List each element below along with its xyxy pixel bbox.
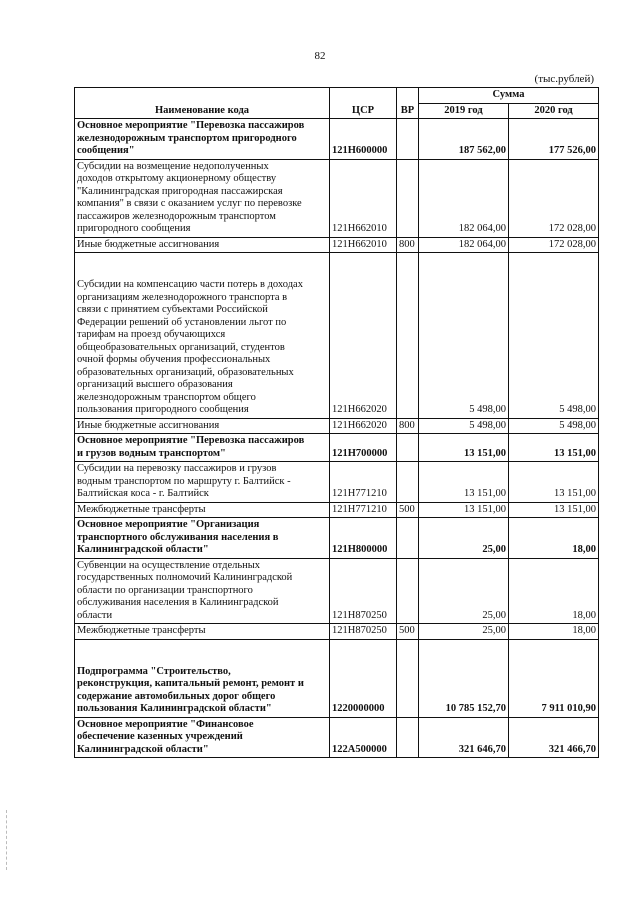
row-csr: 121Н600000 xyxy=(330,119,397,160)
row-2020: 18,00 xyxy=(509,624,599,640)
row-2019: 182 064,00 xyxy=(419,159,509,237)
row-2020: 13 151,00 xyxy=(509,434,599,462)
row-csr: 121Н870250 xyxy=(330,558,397,624)
row-2020: 172 028,00 xyxy=(509,237,599,253)
row-name xyxy=(75,253,330,419)
row-vr xyxy=(397,518,419,559)
row-name-line: очной формы обучения профессиональных xyxy=(77,354,271,365)
row-vr xyxy=(397,717,419,758)
row-2019: 5 498,00 xyxy=(419,418,509,434)
row-name-line: транспортного обслуживания населения в xyxy=(77,531,279,543)
row-name-line: пользования Калининградской области" xyxy=(77,703,272,714)
row-name-line: Калининградской области" xyxy=(77,544,209,555)
row-name-line: сообщения" xyxy=(77,145,135,156)
row-name xyxy=(75,518,330,559)
row-name-line xyxy=(77,641,327,654)
row-2019: 321 646,70 xyxy=(419,717,509,758)
row-name-line xyxy=(77,267,327,280)
row-csr: 121Н800000 xyxy=(330,518,397,559)
table-row xyxy=(75,518,599,559)
row-vr: 500 xyxy=(397,624,419,640)
row-name xyxy=(75,119,330,160)
header-name: Наименование кода xyxy=(75,88,330,119)
row-2019: 187 562,00 xyxy=(419,119,509,160)
table-row xyxy=(75,502,599,518)
row-name-line: Основное мероприятие "Перевозка пассажиров xyxy=(77,435,305,446)
header-csr: ЦСР xyxy=(330,88,397,119)
row-csr: 121Н870250 xyxy=(330,624,397,640)
table-row xyxy=(75,159,599,237)
row-vr xyxy=(397,119,419,160)
header-2020: 2020 год xyxy=(509,103,599,119)
row-name-line: организациям железнодорожного транспорта в xyxy=(77,291,288,303)
row-vr xyxy=(397,434,419,462)
row-csr: 121Н771210 xyxy=(330,462,397,503)
row-name xyxy=(75,237,330,253)
row-name xyxy=(75,639,330,717)
row-name-line: Межбюджетные трансферты xyxy=(77,503,206,515)
row-name-line: доходов открытому акционерному обществу xyxy=(77,173,277,184)
row-csr: 122А500000 xyxy=(330,717,397,758)
row-vr xyxy=(397,159,419,237)
row-name-line: компания" в связи с оказанием услуг по перевозке xyxy=(77,198,302,209)
row-2019: 25,00 xyxy=(419,624,509,640)
row-2019: 25,00 xyxy=(419,558,509,624)
row-name-line: Межбюджетные трансферты xyxy=(77,625,206,636)
table-row xyxy=(75,639,599,717)
row-name-line: Балтийская коса - г. Балтийск xyxy=(77,488,209,499)
row-name-line: Субсидии на перевозку пассажиров и грузов xyxy=(77,463,277,474)
row-vr: 500 xyxy=(397,502,419,518)
row-name-line: пассажиров железнодорожным транспортом xyxy=(77,210,276,222)
row-vr xyxy=(397,558,419,624)
row-name xyxy=(75,502,330,518)
row-2020: 5 498,00 xyxy=(509,418,599,434)
row-name-line: образовательных организаций, образовательных xyxy=(77,366,294,378)
row-name-line: Калининградской области" xyxy=(77,743,209,755)
row-2020: 321 466,70 xyxy=(509,717,599,758)
row-csr: 121Н662010 xyxy=(330,237,397,253)
row-2020: 13 151,00 xyxy=(509,502,599,518)
row-name-line: Федерации решений об установлении льгот по xyxy=(77,316,287,328)
row-name-line: содержание автомобильных дорог общего xyxy=(77,690,276,702)
row-name-line: Подпрограмма "Строительство, xyxy=(77,665,231,677)
row-name-line: связи с принятием субъектами Российской xyxy=(77,304,268,315)
row-2020: 18,00 xyxy=(509,518,599,559)
row-csr: 121Н771210 xyxy=(330,502,397,518)
row-2019: 13 151,00 xyxy=(419,462,509,503)
row-vr: 800 xyxy=(397,418,419,434)
row-csr: 121Н700000 xyxy=(330,434,397,462)
row-name-line: Субвенции на осуществление отдельных xyxy=(77,559,261,571)
row-csr: 1220000000 xyxy=(330,639,397,717)
row-2019: 5 498,00 xyxy=(419,253,509,419)
row-csr: 121Н662010 xyxy=(330,159,397,237)
row-name-line: Иные бюджетные ассигнования xyxy=(77,419,220,431)
row-name-line: тарифам на проезд обучающихся xyxy=(77,329,226,340)
row-name-line: Основное мероприятие "Организация xyxy=(77,519,260,530)
margin-marks xyxy=(6,810,9,870)
row-name-line: общеобразовательных организаций, студентов xyxy=(77,341,285,353)
budget-table xyxy=(74,87,599,758)
row-name-line: Иные бюджетные ассигнования xyxy=(77,238,220,250)
row-name xyxy=(75,624,330,640)
row-2019: 10 785 152,70 xyxy=(419,639,509,717)
row-vr xyxy=(397,253,419,419)
row-name xyxy=(75,717,330,758)
row-name-line: железнодорожным транспортом пригородного xyxy=(77,132,297,144)
row-name-line: пользования пригородного сообщения xyxy=(77,404,249,415)
row-name xyxy=(75,159,330,237)
row-2020: 5 498,00 xyxy=(509,253,599,419)
row-2019: 13 151,00 xyxy=(419,502,509,518)
row-name-line: обеспечение казенных учреждений xyxy=(77,731,243,742)
row-name xyxy=(75,462,330,503)
row-name-line: организаций высшего образования xyxy=(77,379,233,390)
row-vr: 800 xyxy=(397,237,419,253)
row-name-line xyxy=(77,254,327,267)
row-name-line: обслуживания населения в Калининградской xyxy=(77,597,279,608)
row-name-line: Основное мероприятие "Финансовое xyxy=(77,718,254,730)
row-2020: 13 151,00 xyxy=(509,462,599,503)
table-row xyxy=(75,434,599,462)
row-name-line: и грузов водным транспортом" xyxy=(77,447,226,459)
row-name-line: Субсидии на возмещение недополученных xyxy=(77,160,269,172)
row-name-line xyxy=(77,653,327,666)
row-2020: 18,00 xyxy=(509,558,599,624)
row-name-line: Субсидии на компенсацию части потерь в доходах xyxy=(77,279,303,290)
page-number: 82 xyxy=(314,50,326,62)
row-vr xyxy=(397,639,419,717)
row-2019: 25,00 xyxy=(419,518,509,559)
table-row xyxy=(75,558,599,624)
row-name-line: "Калининградская пригородная пассажирская xyxy=(77,185,283,197)
table-row xyxy=(75,237,599,253)
row-name-line: области xyxy=(77,609,113,621)
table-row xyxy=(75,418,599,434)
table-row xyxy=(75,253,599,419)
header-sum: Сумма xyxy=(419,88,599,104)
row-2020: 177 526,00 xyxy=(509,119,599,160)
row-name xyxy=(75,558,330,624)
unit-note: (тыс.рублей) xyxy=(534,73,594,85)
row-name-line: государственных полномочий Калининградской xyxy=(77,572,293,583)
row-name-line: железнодорожным транспортом общего xyxy=(77,391,256,403)
row-2019: 13 151,00 xyxy=(419,434,509,462)
row-2020: 7 911 010,90 xyxy=(509,639,599,717)
row-vr xyxy=(397,462,419,503)
row-name-line: реконструкция, капитальный ремонт, ремонт и xyxy=(77,678,304,689)
table-row xyxy=(75,119,599,160)
row-csr: 121Н662020 xyxy=(330,253,397,419)
table-row xyxy=(75,462,599,503)
row-2019: 182 064,00 xyxy=(419,237,509,253)
table-body xyxy=(75,119,599,758)
table-row xyxy=(75,717,599,758)
row-csr: 121Н662020 xyxy=(330,418,397,434)
row-name-line: водным транспортом по маршруту г. Балтийск - xyxy=(77,475,291,487)
header-2019: 2019 год xyxy=(419,103,509,119)
row-name-line: пригородного сообщения xyxy=(77,223,191,234)
row-2020: 172 028,00 xyxy=(509,159,599,237)
header-vr: ВР xyxy=(397,88,419,119)
row-name xyxy=(75,418,330,434)
row-name-line: области по организации транспортного xyxy=(77,584,253,596)
row-name xyxy=(75,434,330,462)
row-name-line: Основное мероприятие "Перевозка пассажиров xyxy=(77,120,305,131)
table-row xyxy=(75,624,599,640)
